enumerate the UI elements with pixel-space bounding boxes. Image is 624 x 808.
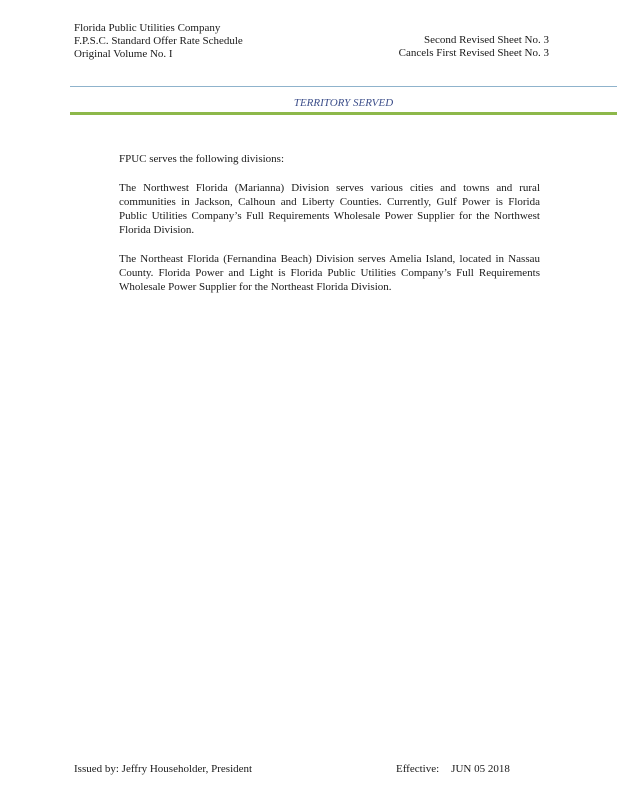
intro-paragraph: FPUC serves the following divisions: <box>119 153 285 165</box>
northwest-paragraph: The Northwest Florida (Marianna) Division serves various cities and towns and rural communities in Jackson, Calhoun and Liberty Counties. Currently, Gulf Power is Florida Public Utilities Company’s Full Requirements Wholesale Power Supplier for the Northwest Florida Division. <box>119 182 540 236</box>
schedule-name: F.P.S.C. Standard Offer Rate Schedule <box>74 35 243 47</box>
volume-label: Original Volume No. I <box>74 48 173 60</box>
title-divider <box>70 112 617 115</box>
company-name: Florida Public Utilities Company <box>74 22 221 34</box>
issued-by: Issued by: Jeffry Householder, President <box>74 763 253 775</box>
effective-block <box>396 763 510 775</box>
section-title: TERRITORY SERVED <box>293 97 394 109</box>
effective-label: Effective: <box>396 763 440 775</box>
document-body <box>119 152 540 309</box>
top-divider <box>70 86 617 87</box>
effective-date: JUN 05 2018 <box>451 763 510 775</box>
northeast-paragraph: The Northeast Florida (Fernandina Beach) Division serves Amelia Island, located in Nassau County. Florida Power and Light is Florida Public Utilities Company’s Full Requirements Wholesale Power Supplier for the Northeast Florida Division. <box>119 253 540 293</box>
cancels-sheet: Cancels First Revised Sheet No. 3 <box>398 47 549 59</box>
header-left <box>74 22 243 61</box>
header-right <box>399 34 549 60</box>
sheet-number: Second Revised Sheet No. 3 <box>424 34 549 46</box>
